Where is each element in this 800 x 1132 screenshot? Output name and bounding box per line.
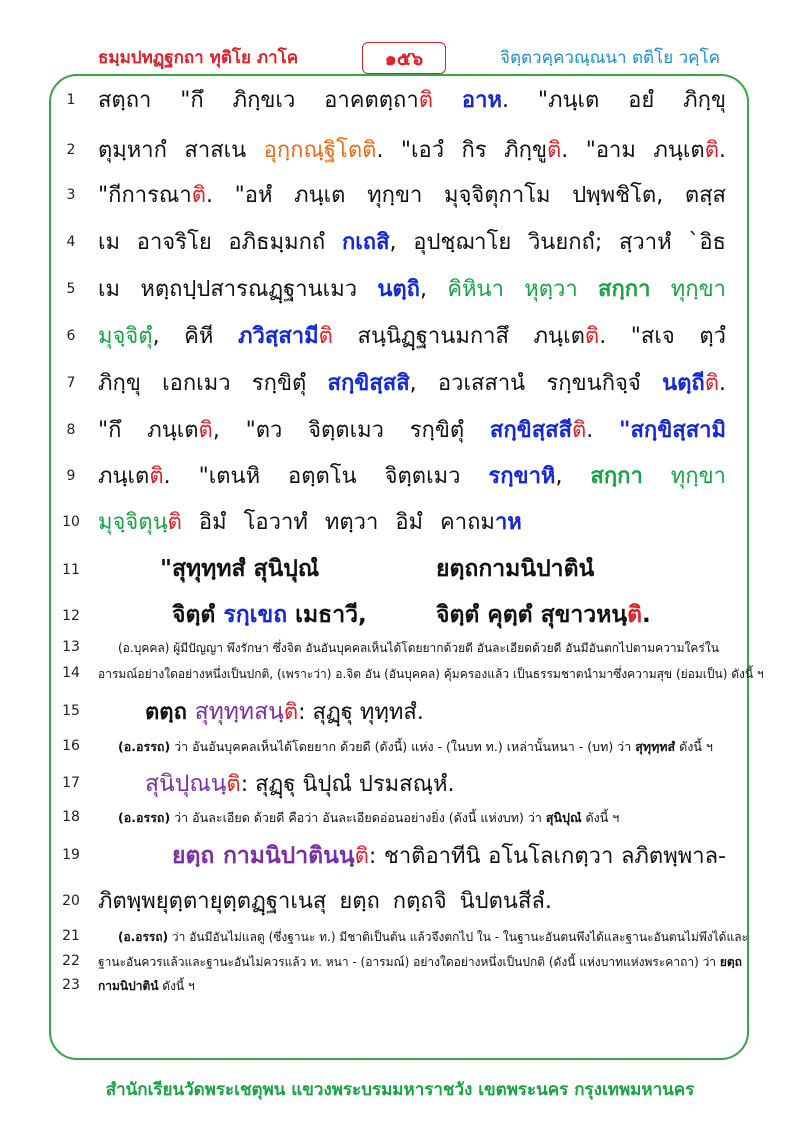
line-number: 3 [66, 187, 76, 203]
header-chapter-title: จิตฺตวคฺควณฺณนา ตติโย วคฺโค [500, 48, 720, 68]
translation-line-22: ฐานะอันควรแล้วและฐานะอันไม่ควรแล้ว ท. หนา - (อารมณ์) อย่างใดอย่างหนึ่งเป็นปกติ (ดังนี้ แห่งบาทแห่งพระคาถา) ว่า ยตฺถ [98, 955, 742, 969]
pali-line-6: มุจฺจิตุํ, คิหี ภวิสฺสามีติ สนฺนิฏฺฐานมกาสึ ภนฺเตติ. "สเจ ตฺวํ [98, 324, 727, 349]
line-number: 5 [66, 281, 76, 297]
line-number: 6 [66, 328, 76, 344]
page-number: ๑๕๖ [362, 42, 446, 74]
pali-line-5: เม หตฺถปฺปสารณฏฺฐานเมว นตฺถิ, คิหินา หุตฺวา สกฺกา ทุกฺขา [98, 277, 726, 302]
line-number: 4 [66, 234, 76, 250]
verse-line-12-left: จิตฺตํ รกฺเขถ เมธาวี, [172, 602, 367, 628]
line-number: 18 [62, 809, 80, 825]
line-number: 13 [62, 639, 80, 655]
line-number: 7 [66, 375, 76, 391]
pali-line-3: "กีการณาติ. "อหํ ภนฺเต ทุกฺขา มุจฺจิตุกาโม ปพฺพชิโต, ตสฺส [98, 183, 726, 208]
line-number: 19 [62, 847, 80, 863]
line-number: 20 [62, 893, 80, 909]
gloss-line-15: ตตฺถ สุทุทฺทสนฺติ: สุฏฺฐุ ทุทฺทสํ. [145, 699, 424, 725]
line-number: 22 [62, 953, 80, 969]
line-number: 21 [62, 928, 80, 944]
line-number: 17 [62, 775, 80, 791]
footer-institution: สำนักเรียนวัดพระเชตุพน แขวงพระบรมมหาราชวัง เขตพระนคร กรุงเทพมหานคร [105, 1080, 695, 1100]
verse-line-12-right: จิตฺตํ คุตฺตํ สุขาวหนฺติ. [436, 602, 651, 628]
translation-line-16: (อ.อรรถ) ว่า อันอันบุคคลเห็นได้โดยยาก ด้วยดี (ดังนี้) แห่ง - (ในบท ท.) เหล่านั้นหนา - (บท) ว่า สุทุทฺทสํ ดังนี้ ฯ [118, 739, 713, 754]
line-number: 9 [66, 468, 76, 484]
line-number: 1 [66, 92, 76, 108]
line-number: 2 [66, 142, 76, 158]
translation-line-23: กามนิปาตินํ ดังนี้ ฯ [98, 979, 195, 993]
gloss-line-17: สุนิปุณนฺติ: สุฏฺฐุ นิปุณํ ปรมสณฺหํ. [145, 771, 455, 797]
translation-line-14: อารมณ์อย่างใดอย่างหนึ่งเป็นปกติ, (เพราะว่า) อ.จิต อัน (อันบุคคล) คุ้มครองแล้ว เป็นธรรมชาตนำมาซึ่งความสุข (ย่อมเป็น) ดังนี้ ฯ [98, 667, 764, 681]
pali-line-8: "กึ ภนฺเตติ, "ตว จิตฺตเมว รกฺขิตุํ สกฺขิสฺสสีติ. "สกฺขิสฺสามิ [98, 418, 726, 443]
pali-line-2: ตุมฺหากํ สาสเน อุกฺกณฺฐิโตติ. "เอวํ กิร ภิกฺขูติ. "อาม ภนฺเตติ. [98, 138, 727, 163]
pali-line-9: ภนฺเตติ. "เตนหิ อตฺตโน จิตฺตเมว รกฺขาหิ, สกฺกา ทุกฺขา [98, 464, 726, 489]
pali-line-1: สตฺถา "กึ ภิกฺขเว อาคตตฺถาติ อาห. "ภนฺเต อยํ ภิกฺขุ [98, 88, 727, 113]
translation-line-18: (อ.อรรถ) ว่า อันละเอียด ด้วยดี คือว่า อันละเอียดอ่อนอย่างยิ่ง (ดังนี้ แห่งบท) ว่า สุนิปุณํ ดังนี้ ฯ [118, 810, 620, 825]
line-number: 8 [66, 422, 76, 438]
line-number: 15 [62, 703, 80, 719]
pali-line-7: ภิกฺขุ เอกเมว รกฺขิตุํ สกฺขิสฺสสิ, อวเสสานํ รกฺขนกิจฺจํ นตฺถีติ. [98, 371, 727, 396]
gloss-line-19: ยตฺถ กามนิปาตินนฺติ: ชาติอาทีนิ อโนโลเกตฺวา ลภิตพฺพาล- [172, 843, 726, 869]
pali-line-10: มุจฺจิตุนฺติ อิมํ โอวาทํ ทตฺวา อิมํ คาถมาห [98, 510, 522, 535]
line-number: 12 [62, 608, 80, 624]
line-number: 14 [62, 665, 80, 681]
line-number: 23 [62, 977, 80, 993]
line-number: 10 [62, 514, 80, 530]
verse-line-11-left: "สุทุทฺทสํ สุนิปุณํ [160, 556, 320, 582]
line-number: 16 [62, 738, 80, 754]
translation-line-13: (อ.บุคคล) ผู้มีปัญญา พึงรักษา ซึ่งจิต อันอันบุคคลเห็นได้โดยยากด้วยดี อันละเอียดด้วยดี อันมีอันตกไปตามความใคร่ใน [118, 641, 719, 655]
line-number: 11 [62, 562, 80, 578]
pali-line-4: เม อาจริโย อภิธมฺมกถํ กเถสิ, อุปชฺฌาโย วินยกถํ; สฺวาหํ `อิธ [98, 230, 726, 255]
header-book-title: ธมฺมปทฏฺฐกถา ทุติโย ภาโค [98, 48, 299, 68]
gloss-line-20: ภิตพฺพยุตฺตายุตฺตฏฺฐาเนสุ ยตฺถ กตฺถจิ นิปตนสีลํ. [98, 889, 552, 914]
verse-line-11-right: ยตฺถกามนิปาตินํ [436, 556, 595, 582]
translation-line-21: (อ.อรรถ) ว่า อันมีอันไม่แลดู (ซึ่งฐานะ ท.) มีชาติเป็นต้น แล้วจึงตกไป ใน - ในฐานะอันตนพึงได้และฐานะอันตนไม่พึงได้และ [118, 930, 748, 944]
